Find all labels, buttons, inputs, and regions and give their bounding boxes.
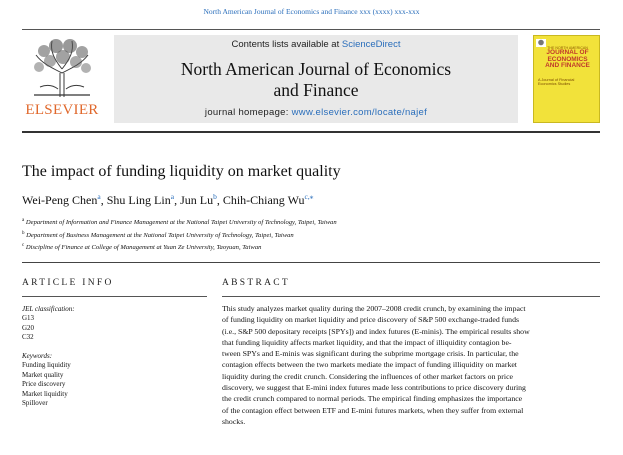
cover-subtitle1: A Journal of Financial — [538, 78, 575, 82]
elsevier-logo[interactable] — [22, 35, 102, 123]
affiliation-item — [22, 241, 337, 254]
cover-line1: THE NORTH AMERICAN — [547, 46, 588, 50]
paper-title: The impact of funding liquidity on market quality — [22, 163, 341, 180]
abstract-heading: ABSTRACT — [222, 278, 291, 288]
abstract-line: of funding liquidity on market liquidity and price discovery of S&P 500 exchange-traded funds — [222, 315, 520, 325]
author-name[interactable]: Chih-Chiang Wu — [222, 193, 305, 207]
keyword: Funding liquidity — [22, 361, 71, 369]
cover-subtitle — [538, 78, 597, 87]
abstract-line: discovery, we suggest that E-mini index futures made less contributions to price discovery during — [222, 383, 526, 393]
author-name[interactable]: Jun Lu — [180, 193, 214, 207]
abstract-line: This study analyzes market quality during the 2007–2008 credit crunch, by examining the impact — [222, 304, 526, 313]
abstract-line: the credit crunch compared to normal periods. The empirical finding emphasizes the importance — [222, 394, 523, 404]
abstract-line: of the contagion effect between ETF and E-mini futures markets, when they suffer from external — [222, 405, 524, 415]
journal-name-line2: and Finance — [273, 80, 359, 100]
abstract-text — [222, 303, 600, 427]
jel-code: C32 — [22, 333, 34, 341]
cover-title — [538, 50, 597, 70]
jel-code: G20 — [22, 323, 35, 332]
journal-reference[interactable]: North American Journal of Economics and Finance xxx (xxxx) xxx-xxx — [203, 7, 420, 16]
contents-line — [114, 39, 518, 50]
jel-codes — [22, 314, 34, 343]
keywords-label: Keywords: — [22, 352, 53, 360]
abstract-line: (i.e., S&P 500 depositary receipts [SPYs]) and index futures (E-minis). The empirical results show — [222, 326, 530, 336]
header-divider — [22, 29, 600, 30]
keyword: Market liquidity — [22, 389, 68, 398]
keyword: Spillover — [22, 399, 48, 408]
cover-subtitle2: Economics Studies — [538, 82, 571, 87]
author-affiliation-mark[interactable]: a — [97, 192, 101, 201]
author-name[interactable]: Shu Ling Lin — [106, 193, 171, 207]
author-name[interactable]: Wei-Peng Chen — [22, 193, 98, 207]
journal-name — [114, 59, 518, 101]
affiliation-mark: a — [22, 218, 25, 223]
affiliation-item — [22, 216, 337, 229]
abstract-divider — [222, 296, 600, 297]
cover-line2: JOURNAL OF — [546, 49, 589, 56]
affiliation-item — [22, 229, 337, 242]
title-divider — [22, 131, 600, 133]
abstract-line: liquidity during the credit crunch. Considering the influences of other market factors on price — [222, 371, 513, 381]
jel-label: JEL classification: — [22, 305, 75, 313]
abstract-line: that funding liquidity affects market liquidity, and that the impact of illiquidity contagion be- — [222, 337, 512, 347]
elsevier-tree-icon — [30, 37, 94, 99]
article-info-heading: ARTICLE INFO — [22, 278, 114, 288]
journal-cover[interactable] — [533, 35, 600, 123]
affiliation-text: Discipline of Finance at College of Management at Yuan Ze University, Taoyuan, Taiwan — [25, 244, 262, 252]
author-affiliation-mark[interactable]: b — [213, 192, 217, 201]
keywords-list — [22, 361, 71, 409]
article-info-divider — [22, 296, 207, 297]
author-list: Wei-Peng Chen$^a$, Shu Ling Lin$^a$, Jun Lu$^b$, Chih-Chiang $Wu^{c,⁎}$ — [22, 192, 314, 207]
homepage-prefix: journal homepage: — [204, 107, 292, 118]
affiliation-text: Department of Business Management at the National Taipei University of Technology, Taipei, Taiwan — [26, 231, 294, 239]
abstract-line: tween SPYs and E-minis was significant during the subprime mortgage crisis. In particular, the — [222, 349, 519, 359]
keyword: Market quality — [22, 370, 64, 379]
affiliations — [22, 216, 337, 254]
abstract-line: contagion effects between the two markets mediate the impact of funding illiquidity on market — [222, 360, 517, 370]
journal-homepage — [114, 107, 518, 118]
contents-prefix: Contents lists available at — [231, 39, 342, 50]
author-affiliation-mark[interactable]: c,⁎ — [304, 192, 314, 201]
homepage-link[interactable]: www.elsevier.com/locate/najef — [291, 107, 428, 118]
elsevier-wordmark: ELSEVIER — [25, 102, 99, 118]
jel-code: G13 — [22, 314, 35, 322]
keyword: Price discovery — [22, 380, 66, 389]
affiliation-mark: c — [22, 243, 25, 249]
author-affiliation-mark[interactable]: a — [170, 192, 175, 201]
abstract-line: shocks. — [222, 416, 246, 426]
journal-header-box — [114, 35, 518, 123]
journal-name-line1: North American Journal of Economics — [180, 59, 452, 79]
affiliation-divider — [22, 262, 600, 263]
sciencedirect-link[interactable]: ScienceDirect — [341, 39, 401, 50]
cover-line4: AND FINANCE — [545, 62, 590, 69]
cover-line3: ECONOMICS — [547, 55, 588, 63]
affiliation-mark: b — [22, 230, 25, 236]
affiliation-text: Department of Information and Finance Management at the National Taipei University of Technology, Taipei, Taiwan — [25, 219, 337, 227]
